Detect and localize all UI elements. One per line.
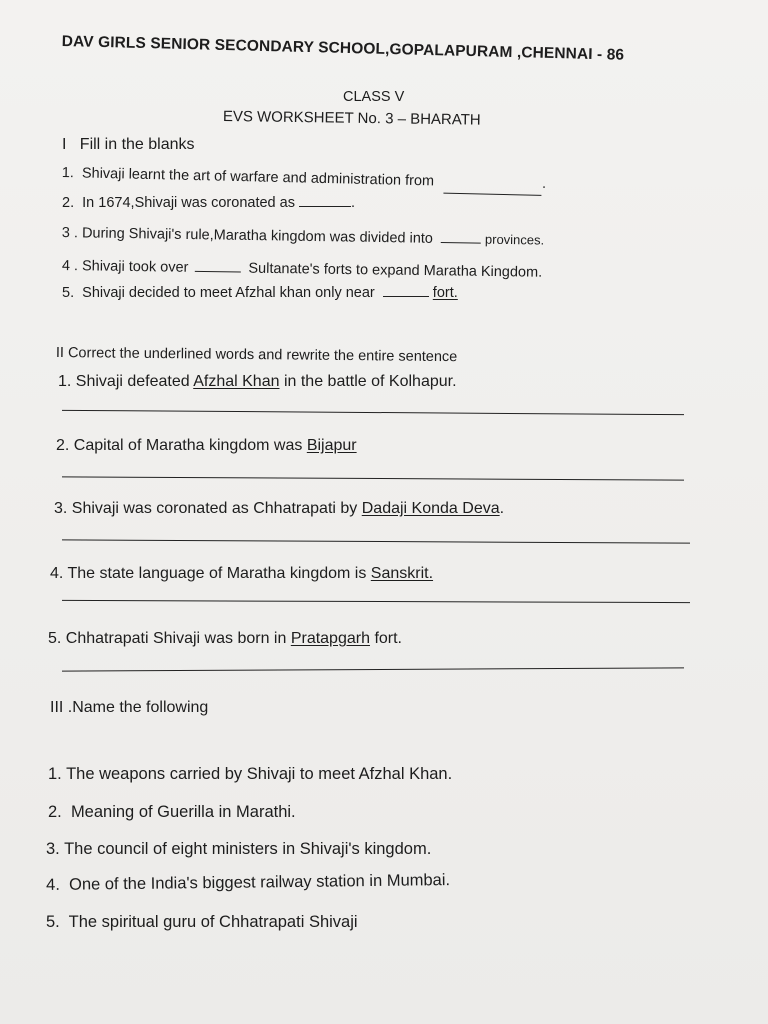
name-question-3: 3. The council of eight ministers in Shivaji's kingdom. (46, 840, 432, 858)
section-3-heading: III .Name the following (50, 699, 209, 716)
answer-blank (194, 259, 240, 273)
class-label: CLASS V (343, 89, 405, 105)
answer-line (62, 539, 690, 543)
answer-line (62, 667, 684, 671)
blank-question-5: 5. Shivaji decided to meet Afzhal khan only near fort. (62, 285, 458, 301)
name-question-4: 4. One of the India's biggest railway station in Mumbai. (46, 871, 451, 894)
name-question-5: 5. The spiritual guru of Chhatrapati Shivaji (46, 913, 358, 931)
answer-line (62, 476, 684, 480)
answer-line (62, 410, 684, 415)
name-question-1: 1. The weapons carried by Shivaji to meet Afzhal Khan. (48, 765, 453, 783)
blank-question-1: 1. Shivaji learnt the art of warfare and administration from . (62, 164, 547, 192)
answer-blank (441, 230, 481, 244)
section-1-heading: I Fill in the blanks (62, 136, 195, 153)
section-2-heading: II Correct the underlined words and rewrite the entire sentence (55, 345, 458, 366)
correct-question-3: 3. Shivaji was coronated as Chhatrapati by Dadaji Konda Deva. (54, 500, 505, 517)
blank-question-3: 3 . During Shivaji's rule,Maratha kingdom was divided into provinces. (61, 224, 545, 248)
answer-line (62, 600, 690, 603)
blank-question-2: 2. In 1674,Shivaji was coronated as . (62, 195, 356, 211)
correct-question-1: 1. Shivaji defeated Afzhal Khan in the battle of Kolhapur. (58, 373, 457, 390)
answer-blank (299, 194, 351, 207)
worksheet-title: EVS WORKSHEET No. 3 – BHARATH (222, 108, 481, 129)
correct-question-2: 2. Capital of Maratha kingdom was Bijapur (56, 437, 357, 454)
answer-blank (383, 284, 429, 297)
school-name: DAV GIRLS SENIOR SECONDARY SCHOOL,GOPALAPURAM ,CHENNAI - 86 (61, 33, 625, 64)
answer-blank (444, 181, 542, 196)
correct-question-5: 5. Chhatrapati Shivaji was born in Pratapgarh fort. (48, 630, 402, 647)
blank-question-4: 4 . Shivaji took over Sultanate's forts to expand Maratha Kingdom. (61, 257, 543, 281)
correct-question-4: 4. The state language of Maratha kingdom is Sanskrit. (50, 565, 434, 582)
name-question-2: 2. Meaning of Guerilla in Marathi. (48, 803, 296, 821)
